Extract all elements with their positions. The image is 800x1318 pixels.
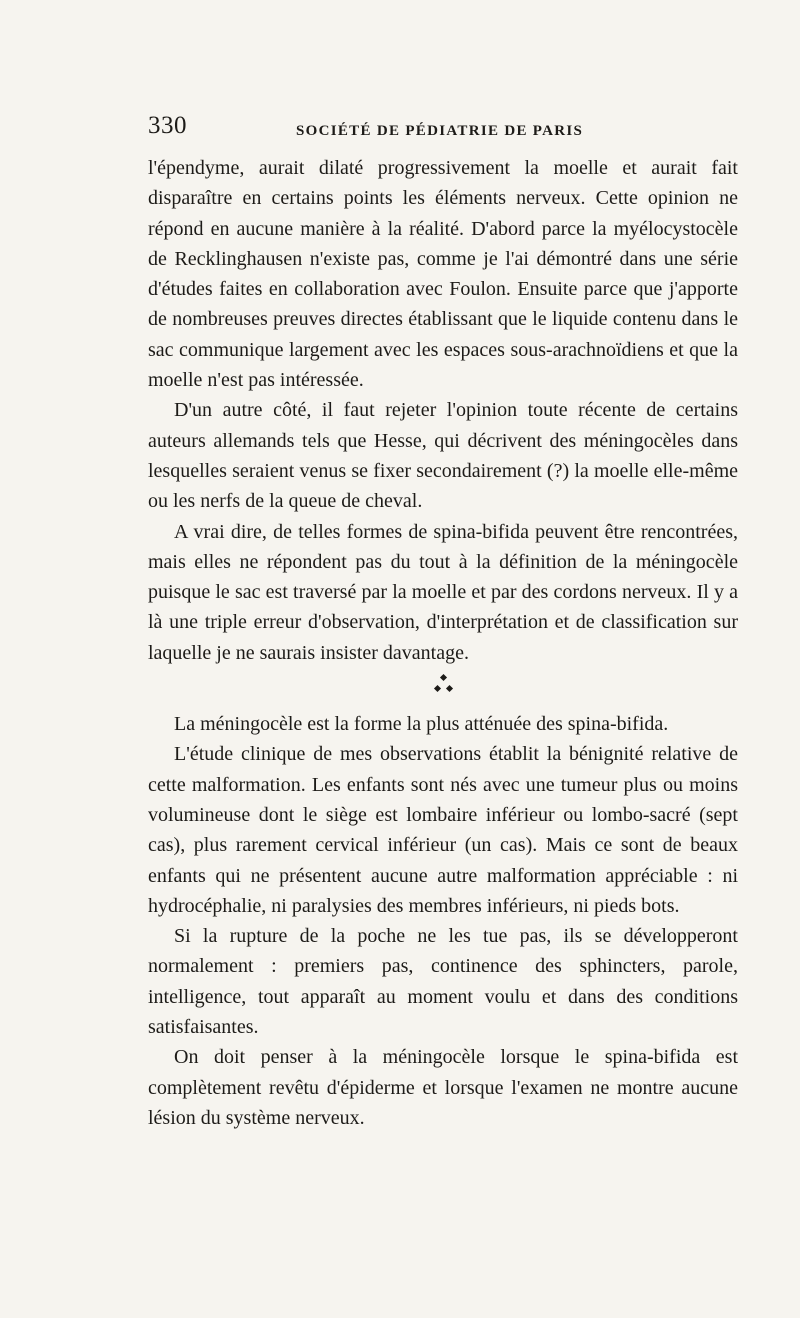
asterism-icon: [435, 675, 453, 695]
running-head: SOCIÉTÉ DE PÉDIATRIE DE PARIS: [296, 123, 584, 139]
body-text: [148, 153, 738, 1133]
page-header: [148, 112, 738, 146]
paragraph-2: D'un autre côté, il faut rejeter l'opinion toute récente de certains auteurs allemands tels que Hesse, qui décrivent des méningocèles dans lesquelles seraient venus se fixer secondairement (?) la moelle elle-même ou les nerfs de la queue de cheval.: [148, 399, 738, 513]
section-separator: [148, 668, 738, 709]
paragraph-6: Si la rupture de la poche ne les tue pas, ils se développeront normalement : premiers pas, continence des sphincters, parole, intelligence, tout apparaît au moment voulu et dans des conditions satisfaisantes.: [148, 925, 738, 1039]
paragraph-1: l'épendyme, aurait dilaté progressivement la moelle et aurait fait disparaître en certains points les éléments nerveux. Cette opinion ne répond en aucune manière à la réalité. D'abord parce la myélocystocèle de Recklinghausen n'existe pas, comme je l'ai démontré dans une série d'études faites en collaboration avec Foulon. Ensuite parce que j'apporte de nombreuses preuves directes établissant que le liquide contenu dans le sac communique largement avec les espaces sous-arachnoïdiens et que la moelle n'est pas intéressée.: [148, 157, 738, 392]
paragraph-7: On doit penser à la méningocèle lorsque le spina-bifida est complètement revêtu d'épiderme et lorsque l'examen ne montre aucune lésion du système nerveux.: [148, 1046, 738, 1129]
paragraph-3: A vrai dire, de telles formes de spina-bifida peuvent être rencontrées, mais elles ne répondent pas du tout à la définition de la méningocèle puisque le sac est traversé par la moelle et par des cordons nerveux. Il y a là une triple erreur d'observation, d'interprétation et de classification sur laquelle je ne saurais insister davantage.: [148, 520, 738, 664]
paragraph-5: L'étude clinique de mes observations établit la bénignité relative de cette malformation. Les enfants sont nés avec une tumeur plus ou moins volumineuse dont le siège est lombaire inférieur ou lombo-sacré (sept cas), plus rarement cervical inférieur (un cas). Mais ce sont de beaux enfants qui ne présentent aucune autre malformation appréciable : ni hydrocéphalie, ni paralysies des membres inférieurs, ni pieds bots.: [148, 743, 738, 917]
page-number: 330: [148, 112, 187, 139]
paragraph-4: La méningocèle est la forme la plus atténuée des spina-bifida.: [174, 713, 669, 736]
